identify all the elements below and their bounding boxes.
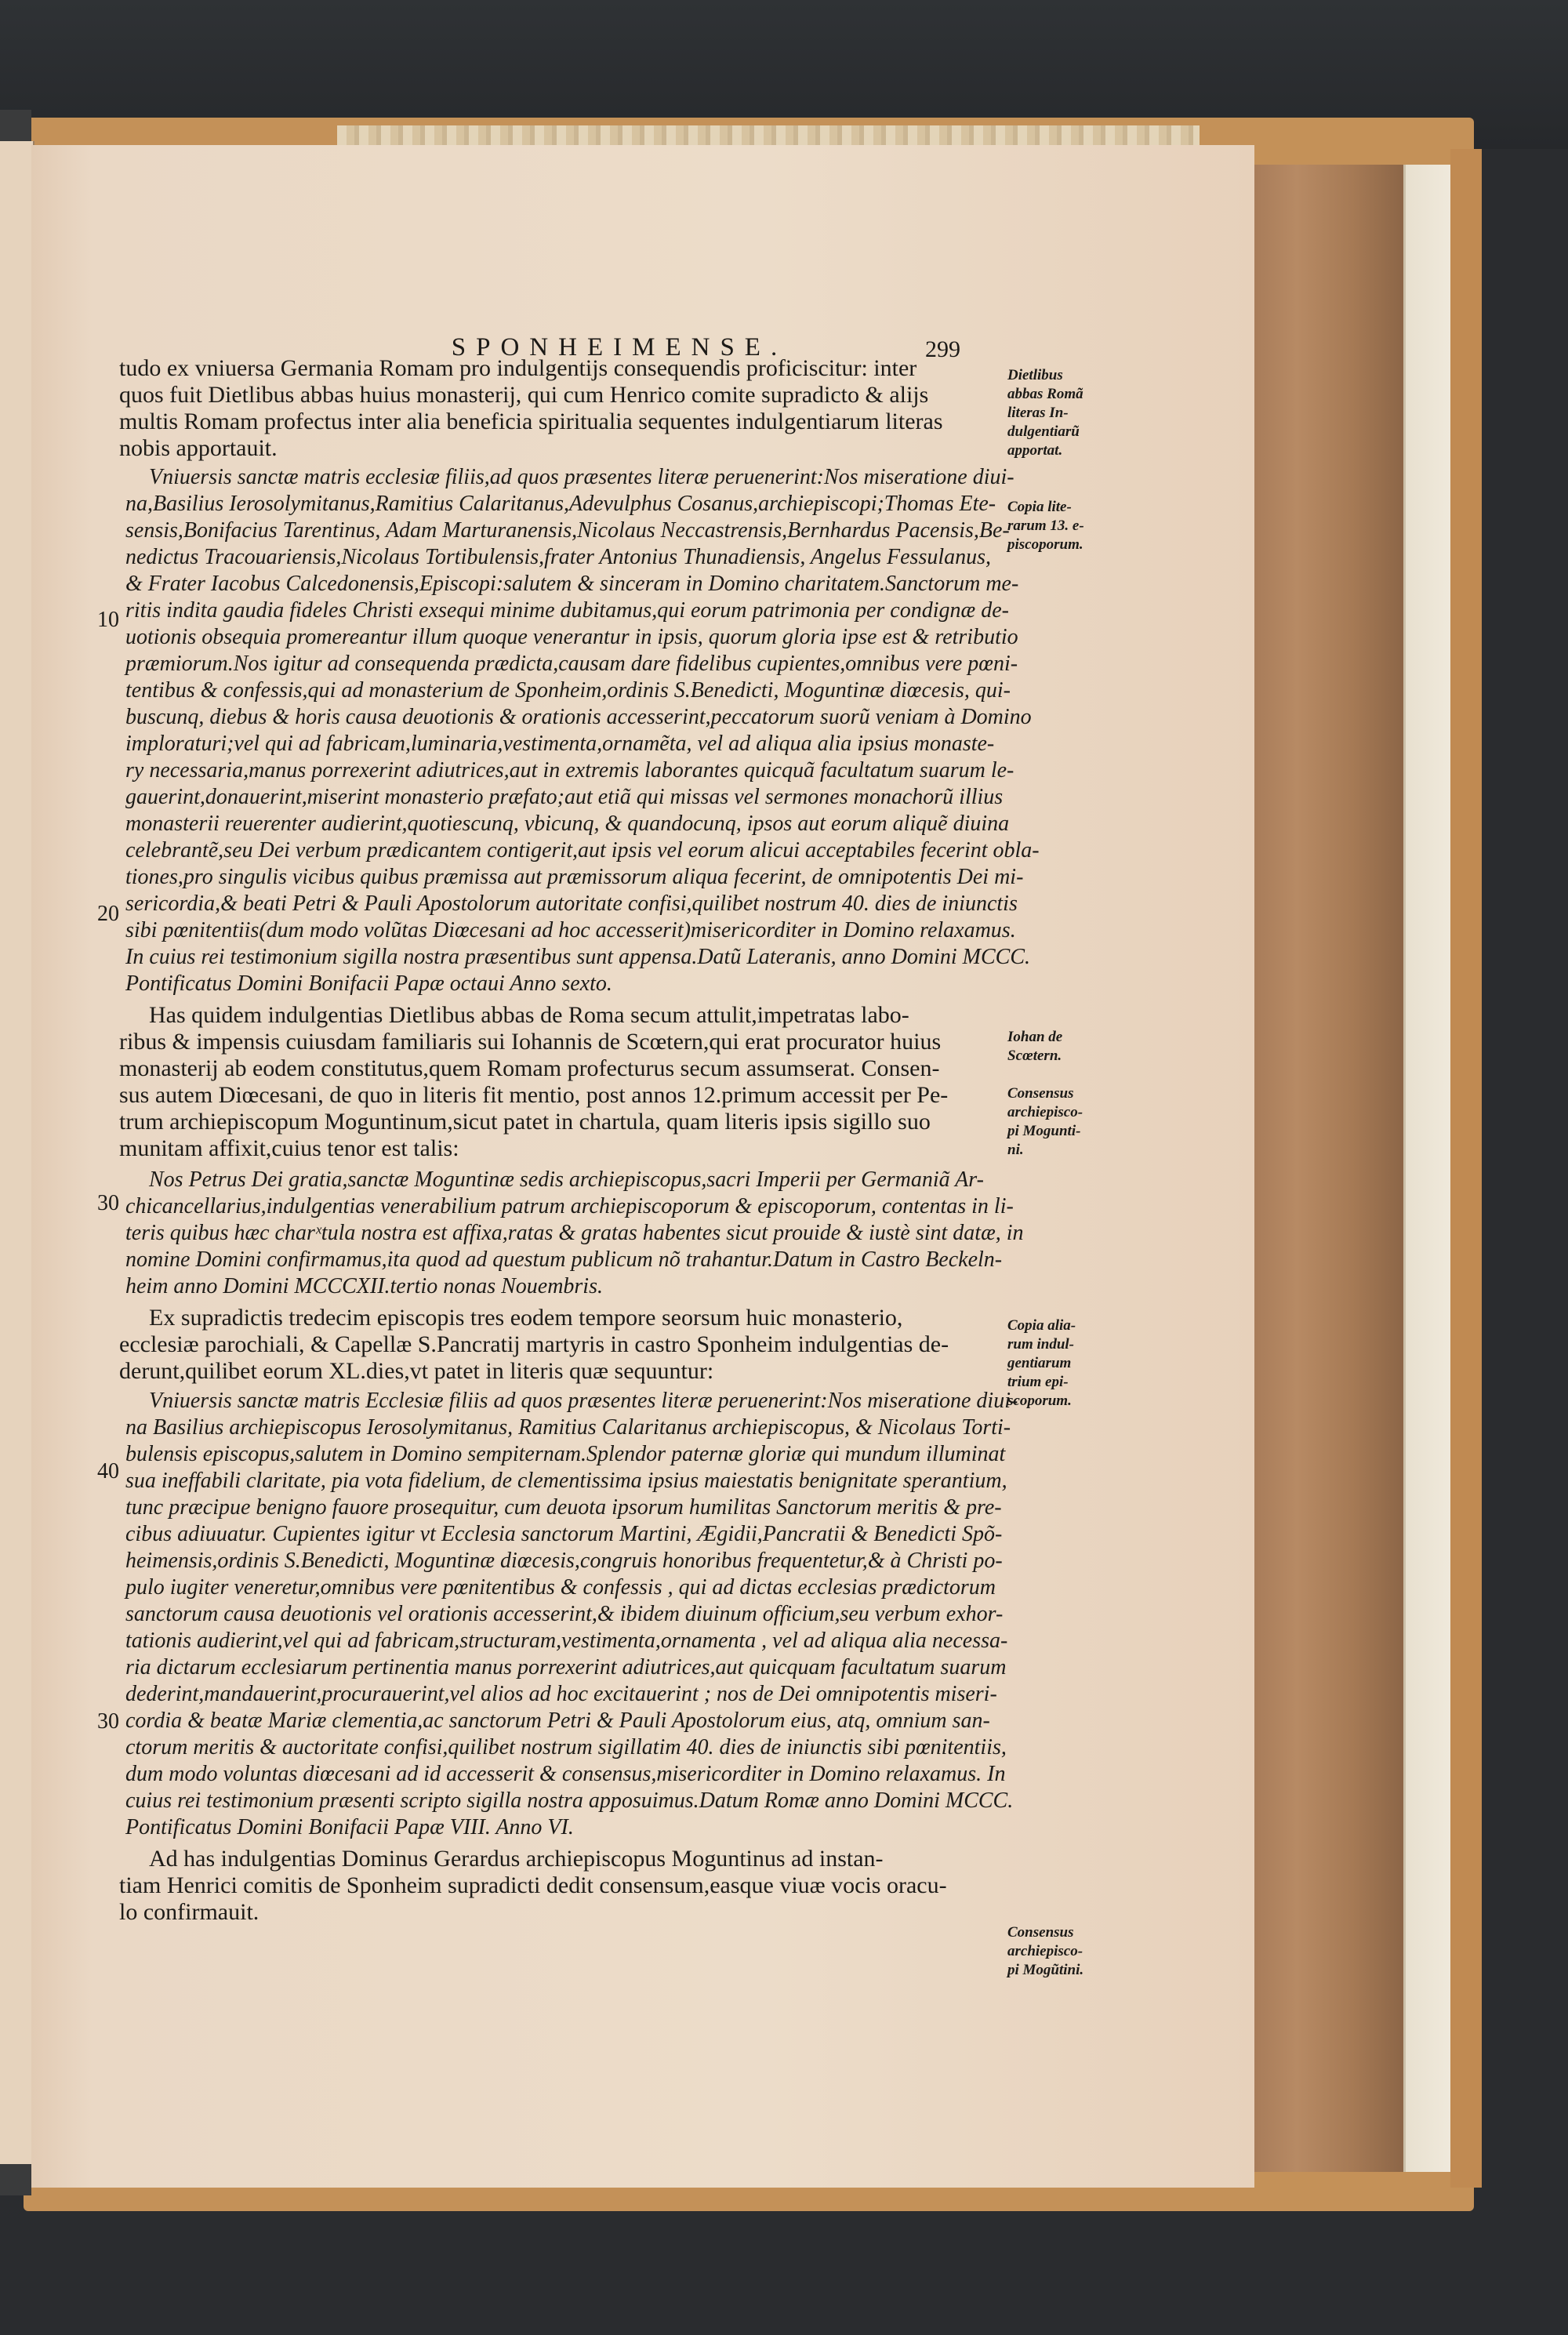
text-line: ribus & impensis cuiusdam familiaris sui Iohannis de Scœtern,qui erat procurator huius — [119, 1029, 942, 1055]
text-line: tiam Henrici comitis de Sponheim supradicti dedit consensum,easque viuæ vocis oracu- — [119, 1872, 947, 1898]
running-head: SPONHEIMENSE. — [451, 333, 788, 361]
text-line: na,Basilius Ierosolymitanus,Ramitius Calaritanus,Adevulphus Cosanus,archiepiscopi;Thomas Ete- — [125, 492, 996, 516]
margin-note: Iohan de Scœtern. — [1007, 1029, 1063, 1064]
text-line: sericordia,& beati Petri & Pauli Apostolorum autoritate confisi,quilibet nostrum 40. dies de iniunctis — [125, 892, 1018, 916]
line-number: 10 — [97, 608, 119, 632]
book-page — [31, 145, 1254, 2188]
margin-note: Copia alia- rum indul- gentiarum trium epi- scoporum. — [1007, 1317, 1076, 1409]
text-line: Ad has indulgentias Dominus Gerardus archiepiscopus Moguntinus ad instan- — [149, 1846, 884, 1872]
right-cover-board — [1450, 149, 1482, 2188]
text-line: ecclesiæ parochiali, & Capellæ S.Pancratij martyris in castro Sponheim indulgentias de- — [119, 1331, 949, 1357]
text-line: heim anno Domini MCCCXII.tertio nonas Nouembris. — [125, 1274, 603, 1298]
text-line: lo confirmauit. — [119, 1899, 260, 1925]
text-line: bulensis episcopus,salutem in Domino sempiternam.Splendor paternæ gloriæ qui mundum illuminat — [125, 1442, 1006, 1466]
text-line: Ex supradictis tredecim episcopis tres eodem tempore seorsum huic monasterio, — [149, 1305, 903, 1331]
left-page-edge — [0, 141, 34, 2164]
text-line: nobis apportauit. — [119, 435, 278, 461]
margin-note: Consensus archiepisco- pi Mogũtini. — [1007, 1924, 1084, 1978]
text-line: Pontificatus Domini Bonifacii Papæ VIII. Anno VI. — [125, 1815, 574, 1839]
line-number: 20 — [97, 902, 119, 926]
text-line: na Basilius archiepiscopus Ierosolymitanus, Ramitius Calaritanus archiepiscopus, & Nicolaus Torti- — [125, 1415, 1011, 1440]
page-number: 299 — [925, 336, 960, 362]
text-line: dederint,mandauerint,procurauerint,vel alios ad hoc excitauerint ; nos de Dei omnipotentis miseri- — [125, 1682, 997, 1706]
text-line: munitam affixit,cuius tenor est talis: — [119, 1135, 459, 1161]
text-line: derunt,quilibet eorum XL.dies,vt patet in literis quæ sequuntur: — [119, 1358, 714, 1384]
text-line: tentibus & confessis,qui ad monasterium de Sponheim,ordinis S.Benedicti, Moguntinæ diœcesis, qui- — [125, 678, 1011, 703]
text-line: sensis,Bonifacius Tarentinus, Adam Marturanensis,Nicolaus Neccastrensis,Bernhardus Pacensis,Be- — [125, 518, 1010, 543]
text-line: tationis audierint,vel qui ad fabricam,structuram,vestimenta,ornamenta , vel ad aliqua alia necessa- — [125, 1629, 1008, 1653]
text-line: sua ineffabili claritate, pia vota fidelium, de clementissima ipsius maiestatis benignitate sperantium, — [125, 1469, 1007, 1493]
margin-note: Copia lite- rarum 13. e- piscoporum. — [1007, 499, 1084, 553]
text-line: teris quibus hæc charˣtula nostra est affixa,ratas & gratas habentes sicut prouide & iustè sint datæ, in — [125, 1221, 1024, 1245]
text-line: pulo iugiter veneretur,omnibus vere pœnitentibus & confessis , qui ad dictas ecclesias prædictorum — [125, 1575, 996, 1600]
line-number: 30 — [97, 1709, 119, 1734]
text-line: nomine Domini confirmamus,ita quod ad questum publicum nõ trahantur.Datum in Castro Beckeln- — [125, 1247, 1003, 1272]
text-line: cordia & beatæ Mariæ clementia,ac sanctorum Petri & Pauli Apostolorum eius, atq, omnium san- — [125, 1709, 990, 1733]
text-line: trum archiepiscopum Moguntinum,sicut patet in chartula, quam literis ipsis sigillo suo — [119, 1109, 931, 1135]
margin-note: Consensus archiepisco- pi Mogunti- ni. — [1007, 1085, 1083, 1158]
text-line: chicancellarius,indulgentias venerabilium patrum archiepiscoporum & episcoporum, contentas in li- — [125, 1194, 1014, 1218]
text-line: tiones,pro singulis vicibus quibus præmissa aut præmissorum aliqua fecerint, de omnipotentis Dei mi- — [125, 865, 1024, 889]
text-line: ctorum meritis & auctoritate confisi,quilibet nostrum sigillatim 40. dies de iniunctis sibi pœnitentiis, — [125, 1735, 1007, 1759]
text-line: gauerint,donauerint,miserint monasterio præfato;aut etiã qui missas vel sermones monachorũ illius — [125, 785, 1004, 809]
text-line: Vniuersis sanctæ matris Ecclesiæ filiis ad quos præsentes literæ peruenerint:Nos miseratione diui- — [149, 1389, 1018, 1413]
text-line: monasterij ab eodem constitutus,quem Romam profecturus secum assumserat. Consen- — [119, 1055, 940, 1081]
text-line: heimensis,ordinis S.Benedicti, Moguntinæ diœcesis,congruis honoribus frequentetur,& à Christi po- — [125, 1549, 1003, 1573]
text-line: ry necessaria,manus porrexerint adiutrices,aut in extremis laborantes quicquã facultatum suarum le- — [125, 758, 1014, 783]
text-line: cibus adiuuatur. Cupientes igitur vt Ecclesia sanctorum Martini, Ægidii,Pancratii & Benedicti Spõ- — [125, 1522, 1003, 1546]
text-line: Pontificatus Domini Bonifacii Papæ octaui Anno sexto. — [125, 971, 612, 996]
text-line: tunc præcipue benigno fauore prosequitur, cum deuota ipsorum humilitas Sanctorum meritis & pre- — [125, 1495, 1002, 1520]
line-number: 40 — [97, 1459, 119, 1483]
text-line: multis Romam profectus inter alia beneficia spiritualia sequentes indulgentiarum literas — [119, 409, 943, 434]
text-line: ritis indita gaudia fideles Christi exsequi minime dubitamus,qui eorum patrimonia per condignæ de- — [125, 598, 1009, 623]
text-line: Nos Petrus Dei gratia,sanctæ Moguntinæ sedis archiepiscopus,sacri Imperii per Germaniã Ar- — [149, 1168, 984, 1192]
text-line: cuius rei testimonium præsenti scripto sigilla nostra apposuimus.Datum Romæ anno Domini MCCC. — [125, 1788, 1014, 1813]
text-line: & Frater Iacobus Calcedonensis,Episcopi:salutem & sinceram in Domino charitatem.Sanctorum me- — [125, 572, 1019, 596]
text-line: uotionis obsequia promereantur illum quoque venerantur in ipsis, quorum gloria ipse est & retributio — [125, 625, 1018, 649]
line-number: 30 — [97, 1191, 119, 1215]
text-line: quos fuit Dietlibus abbas huius monasterij, qui cum Henrico comite supradicto & alijs — [119, 382, 929, 408]
text-line: In cuius rei testimonium sigilla nostra præsentibus sunt appensa.Datũ Lateranis, anno Domini MCCC. — [125, 945, 1031, 969]
text-line: Vniuersis sanctæ matris ecclesiæ filiis,ad quos præsentes literæ peruenerint:Nos miseratione diui- — [149, 465, 1014, 489]
text-line: tudo ex vniuersa Germania Romam pro indulgentijs consequendis proficiscitur: inter — [119, 355, 917, 381]
text-line: nedictus Tracouariensis,Nicolaus Tortibulensis,frater Antonius Thunadiensis, Angelus Fessulanus, — [125, 545, 992, 569]
text-line: celebrantẽ,seu Dei verbum prædicantem contigerit,aut ipsis vel eorum alicui acceptabiles fecerint obla- — [125, 838, 1040, 862]
text-line: præmiorum.Nos igitur ad consequenda prædicta,causam dare fidelibus cupientes,omnibus vere pœni- — [125, 652, 1018, 676]
text-line: buscunq, diebus & horis causa deuotionis & orationis accesserint,peccatorum suorũ veniam à Domino — [125, 705, 1032, 729]
text-line: dum modo voluntas diœcesani ad id accesserit & consensus,misericorditer in Domino relaxamus. In — [125, 1762, 1006, 1786]
text-line: Has quidem indulgentias Dietlibus abbas de Roma secum attulit,impetratas labo- — [149, 1002, 909, 1028]
text-line: sibi pœnitentiis(dum modo volũtas Diœcesani ad hoc accesserit)misericorditer in Domino relaxamus. — [125, 918, 1016, 942]
margin-note: Dietlibus abbas Romã literas In- dulgentiarũ apportat. — [1007, 367, 1083, 459]
text-line: ria dictarum ecclesiarum pertinentia manus porrexerint adiutrices,aut quicquam facultatum suarum — [125, 1655, 1007, 1680]
text-line: sanctorum causa deuotionis vel orationis accesserint,& ibidem diuinum officium,seu verbum exhor- — [125, 1602, 1004, 1626]
text-line: monasterii reuerenter audierint,quotiescunq, vbicunq, & quandocunq, ipsos aut eorum aliquẽ diuina — [125, 812, 1010, 836]
text-line: imploraturi;vel qui ad fabricam,luminaria,vestimenta,ornamẽta, vel ad aliqua alia ipsius monaste- — [125, 732, 995, 756]
text-line: sus autem Diœcesani, de quo in literis fit mentio, post annos 12.primum accessit per Pe- — [119, 1082, 949, 1108]
